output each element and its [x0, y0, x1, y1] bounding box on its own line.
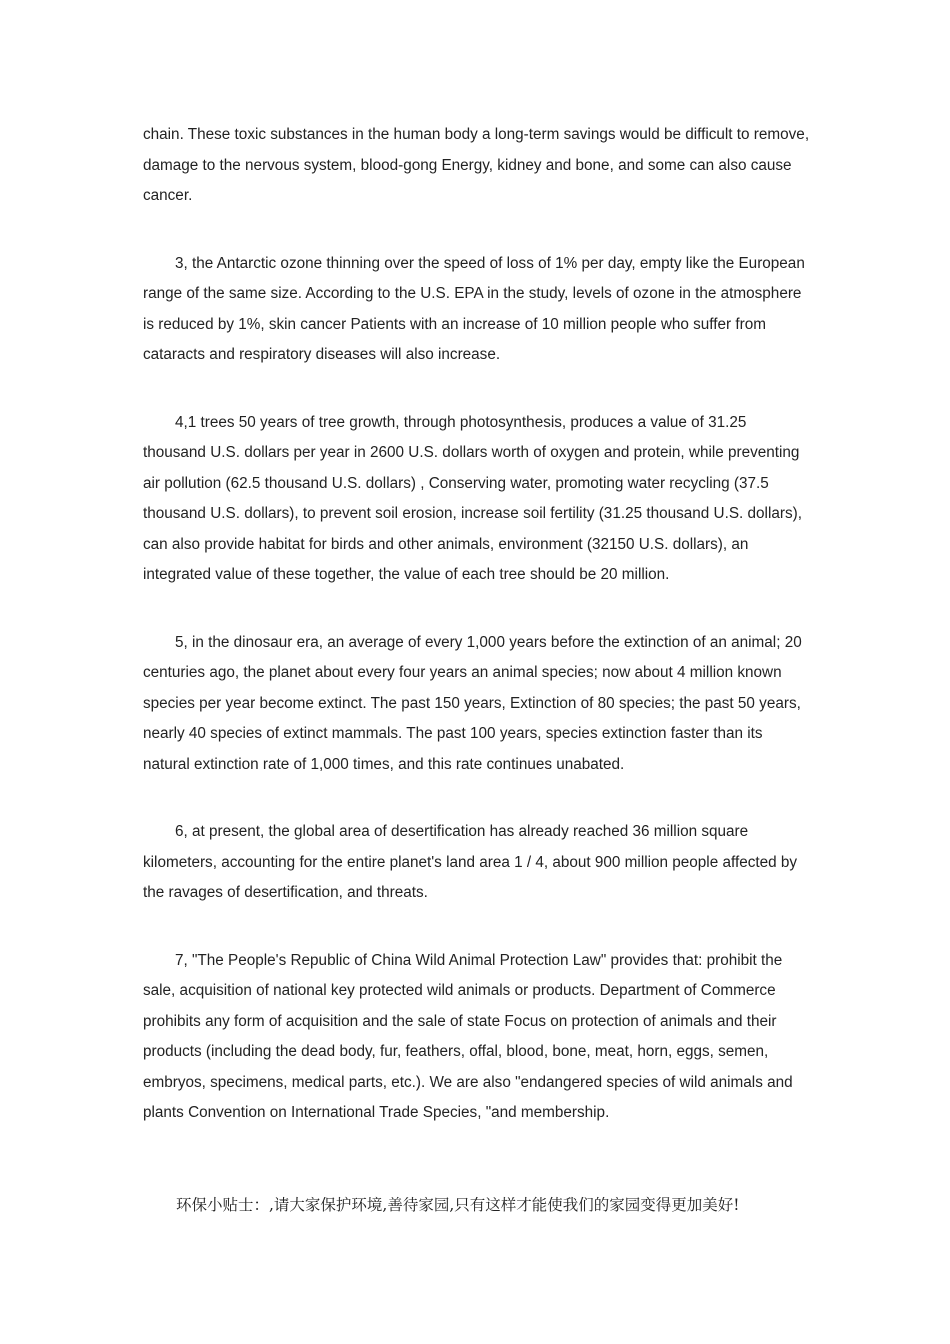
paragraph-item-5: 5, in the dinosaur era, an average of every 1,000 years before the extinction of an animal; 20 centuries ago, the planet about every four years an animal species; now about 4 million known species per year become extinct. The past 150 years, Extinction of 80 species; the past 50 years, nearly 40 species of extinct mammals. The past 100 years, species extinction faster than its natural extinction rate of 1,000 times, and this rate continues unabated.	[143, 633, 802, 773]
environmental-tip: 环保小贴士：,请大家保护环境,善待家园,只有这样才能使我们的家园变得更加美好!	[176, 1196, 740, 1214]
paragraph-item-6: 6, at present, the global area of desertification has already reached 36 million square kilometers, accounting for the entire planet's land area 1 / 4, about 900 million people affected by the ravages of desertification, and threats.	[143, 823, 798, 901]
paragraph-continuation: chain. These toxic substances in the human body a long-term savings would be difficult to remove, damage to the nervous system, blood-gong Energy, kidney and bone, and some can also cause cancer.	[143, 126, 810, 204]
document-body	[143, 120, 813, 1166]
paragraph-item-7: 7, "The People's Republic of China Wild Animal Protection Law" provides that: prohibit the sale, acquisition of national key protected wild animals or products. Department of Commerce prohibits any form of acquisition and the sale of state Focus on protection of animals and their products (including the dead body, fur, feathers, offal, blood, bone, meat, horn, eggs, semen, embryos, specimens, medical parts, etc.). We are also "endangered species of wild animals and plants Convention on International Trade Species, "and membership.	[143, 951, 793, 1121]
paragraph-item-3: 3, the Antarctic ozone thinning over the speed of loss of 1% per day, empty like the European range of the same size. According to the U.S. EPA in the study, levels of ozone in the atmosphere is reduced by 1%, skin cancer Patients with an increase of 10 million people who suffer from cataracts and respiratory diseases will also increase.	[143, 254, 805, 363]
paragraph-item-4: 4,1 trees 50 years of tree growth, through photosynthesis, produces a value of 31.25 thousand U.S. dollars per year in 2600 U.S. dollars worth of oxygen and protein, while preventing air pollution (62.5 thousand U.S. dollars) , Conserving water, promoting water recycling (37.5 thousand U.S. dollars), to prevent soil erosion, increase soil fertility (31.25 thousand U.S. dollars), can also provide habitat for birds and other animals, environment (32150 U.S. dollars), an integrated value of these together, the value of each tree should be 20 million.	[143, 413, 802, 583]
